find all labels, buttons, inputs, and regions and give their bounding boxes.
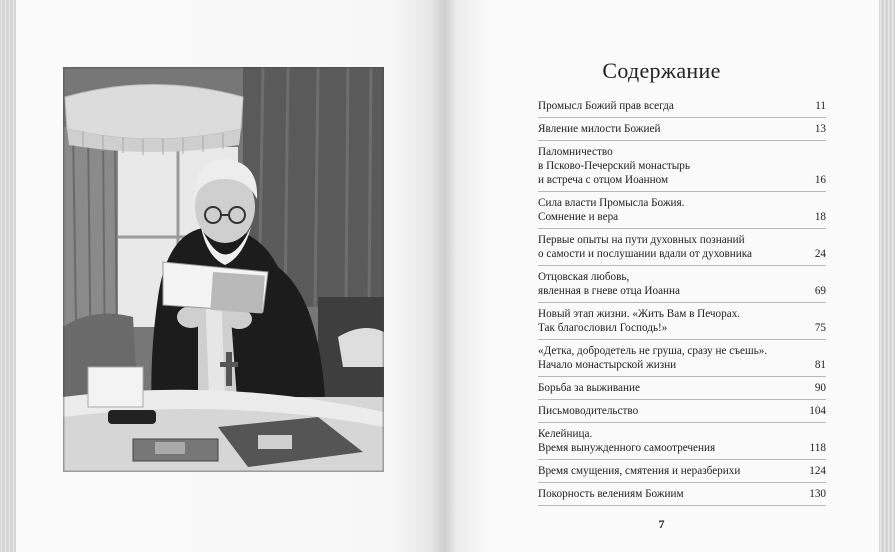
toc-entry-title-line: Начало монастырской жизни <box>538 359 677 371</box>
toc-entry-page: 18 <box>814 211 826 223</box>
toc-entry <box>538 266 826 303</box>
table-of-contents <box>538 95 826 506</box>
toc-entry-page: 11 <box>815 100 826 112</box>
toc-entry-page: 90 <box>814 382 826 394</box>
toc-entry-title-line: и встреча с отцом Иоанном <box>538 174 669 186</box>
toc-entry <box>538 303 826 340</box>
toc-entry <box>538 400 826 423</box>
toc-entry-page: 104 <box>809 405 826 417</box>
toc-entry-page: 75 <box>814 322 826 334</box>
toc-entry-title-line: Промысл Божий прав всегда <box>538 100 674 112</box>
photo-elder-reading-letter <box>63 67 384 472</box>
toc-entry <box>538 423 826 460</box>
page-edges-right <box>879 0 895 552</box>
toc-entry-title-line: о самости и послушании вдали от духовника <box>538 248 752 260</box>
toc-entry <box>538 229 826 266</box>
toc-entry <box>538 340 826 377</box>
toc-entry-page: 81 <box>814 359 826 371</box>
toc-entry-page: 24 <box>814 248 826 260</box>
toc-entry <box>538 118 826 141</box>
toc-entry-title-line: Письмоводительство <box>538 405 639 417</box>
toc-entry-title-line: явленная в гневе отца Иоанна <box>538 285 680 297</box>
toc-entry-title-line: Отцовская любовь, <box>538 271 630 283</box>
toc-entry-title-line: Покорность велениям Божиим <box>538 488 684 500</box>
toc-entry-page: 124 <box>809 465 826 477</box>
page-edges-left <box>0 0 16 552</box>
toc-entry-page: 130 <box>809 488 826 500</box>
toc-entry-title-line: Борьба за выживание <box>538 382 640 394</box>
toc-entry <box>538 95 826 118</box>
toc-entry-title-line: Келейница. <box>538 428 593 440</box>
toc-entry-title-line: в Псково-Печерский монастырь <box>538 160 690 172</box>
toc-entry <box>538 377 826 400</box>
toc-entry-title-line: Новый этап жизни. «Жить Вам в Печорах. <box>538 308 741 320</box>
toc-entry <box>538 141 826 192</box>
toc-entry-page: 69 <box>814 285 826 297</box>
toc-entry-title-line: Так благословил Господь!» <box>538 322 668 334</box>
toc-entry <box>538 460 826 483</box>
toc-entry-title-line: «Детка, добродетель не груша, сразу не съешь». <box>538 345 768 357</box>
toc-entry <box>538 192 826 229</box>
toc-entry-title-line: Сомнение и вера <box>538 211 619 223</box>
toc-entry-title-line: Сила власти Промысла Божия. <box>538 197 685 209</box>
toc-entry-title-line: Время вынужденного самоотречения <box>538 442 716 454</box>
page-number: 7 <box>658 517 665 531</box>
toc-entry <box>538 483 826 506</box>
toc-entry-page: 118 <box>809 442 826 454</box>
toc-entry-title-line: Паломничество <box>538 146 613 158</box>
toc-entry-title-line: Явление милости Божией <box>538 123 661 135</box>
toc-entry-title-line: Первые опыты на пути духовных познаний <box>538 234 745 246</box>
toc-entry-page: 13 <box>814 123 826 135</box>
toc-entry-page: 16 <box>814 174 826 186</box>
contents-title: Содержание <box>602 58 721 83</box>
toc-entry-title-line: Время смущения, смятения и неразберихи <box>538 465 741 477</box>
